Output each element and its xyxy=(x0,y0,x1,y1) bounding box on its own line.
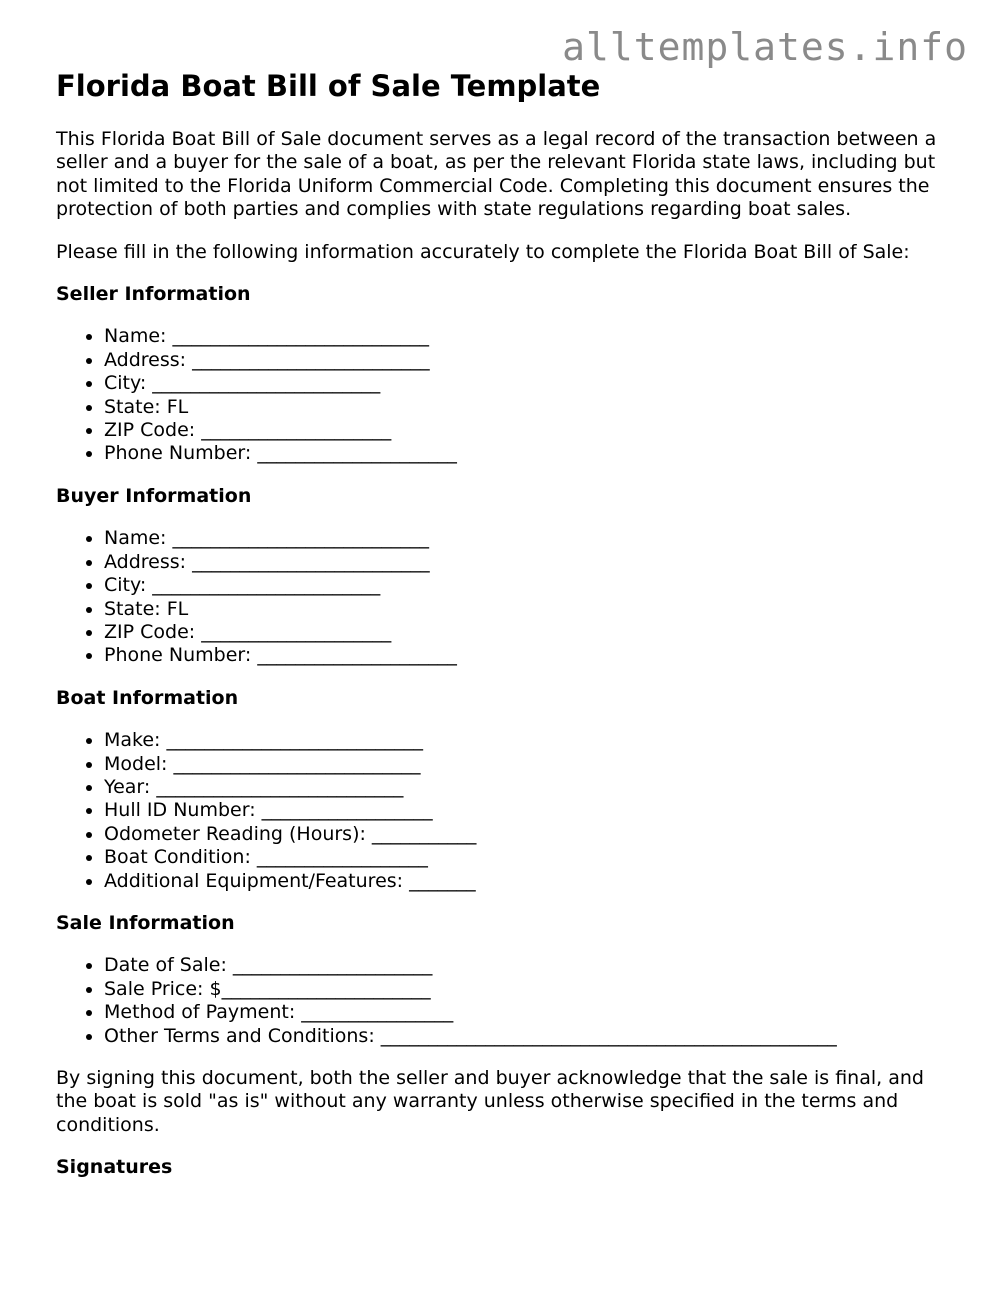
buyer-list xyxy=(56,527,946,667)
list-item: • Year: __________________________ xyxy=(104,776,946,799)
list-item: • ZIP Code: ____________________ xyxy=(104,621,946,644)
list-item: • Other Terms and Conditions: ________________________________________________ xyxy=(104,1025,946,1048)
list-item: • Boat Condition: __________________ xyxy=(104,846,946,869)
instruction-paragraph: Please fill in the following information accurately to complete the Florida Boat Bill of Sale: xyxy=(56,240,910,263)
list-item: • Hull ID Number: __________________ xyxy=(104,799,946,822)
list-item: • Name: ___________________________ xyxy=(104,527,946,550)
list-item: • State: FL xyxy=(104,598,946,621)
page-title: Florida Boat Bill of Sale Template xyxy=(56,69,601,103)
document-body xyxy=(56,66,946,1180)
list-item: • Model: __________________________ xyxy=(104,753,946,776)
list-item: • Name: ___________________________ xyxy=(104,325,946,348)
list-item: • ZIP Code: ____________________ xyxy=(104,419,946,442)
list-item: • City: ________________________ xyxy=(104,372,946,395)
watermark: alltemplates.info xyxy=(562,25,968,69)
sale-list xyxy=(56,954,946,1048)
list-item: • Address: _________________________ xyxy=(104,551,946,574)
list-item: • Odometer Reading (Hours): ___________ xyxy=(104,823,946,846)
list-item: • Date of Sale: _____________________ xyxy=(104,954,946,977)
list-item: • Phone Number: _____________________ xyxy=(104,644,946,667)
list-item: • Address: _________________________ xyxy=(104,349,946,372)
seller-heading: Seller Information xyxy=(56,283,251,306)
list-item: • Additional Equipment/Features: _______ xyxy=(104,870,946,893)
boat-heading: Boat Information xyxy=(56,686,239,709)
buyer-heading: Buyer Information xyxy=(56,484,252,507)
list-item: • City: ________________________ xyxy=(104,574,946,597)
sale-heading: Sale Information xyxy=(56,911,235,934)
list-item: • State: FL xyxy=(104,396,946,419)
signatures-heading: Signatures xyxy=(56,1156,173,1179)
closing-paragraph: By signing this document, both the seller and buyer acknowledge that the sale is final, and the boat is sold "as is" without any warranty unless otherwise specified in the terms and conditions. xyxy=(56,1067,924,1136)
list-item: • Make: ___________________________ xyxy=(104,729,946,752)
seller-list xyxy=(56,325,946,465)
list-item: • Method of Payment: ________________ xyxy=(104,1001,946,1024)
list-item: • Phone Number: _____________________ xyxy=(104,442,946,465)
intro-paragraph: This Florida Boat Bill of Sale document serves as a legal record of the transaction between a seller and a buyer for the sale of a boat, as per the relevant Florida state laws, including but not limited to the Florida Uniform Commercial Code. Completing this document ensures the protection of both parties and complies with state regulations regarding boat sales. xyxy=(56,128,937,221)
boat-list xyxy=(56,729,946,893)
list-item: • Sale Price: $______________________ xyxy=(104,978,946,1001)
